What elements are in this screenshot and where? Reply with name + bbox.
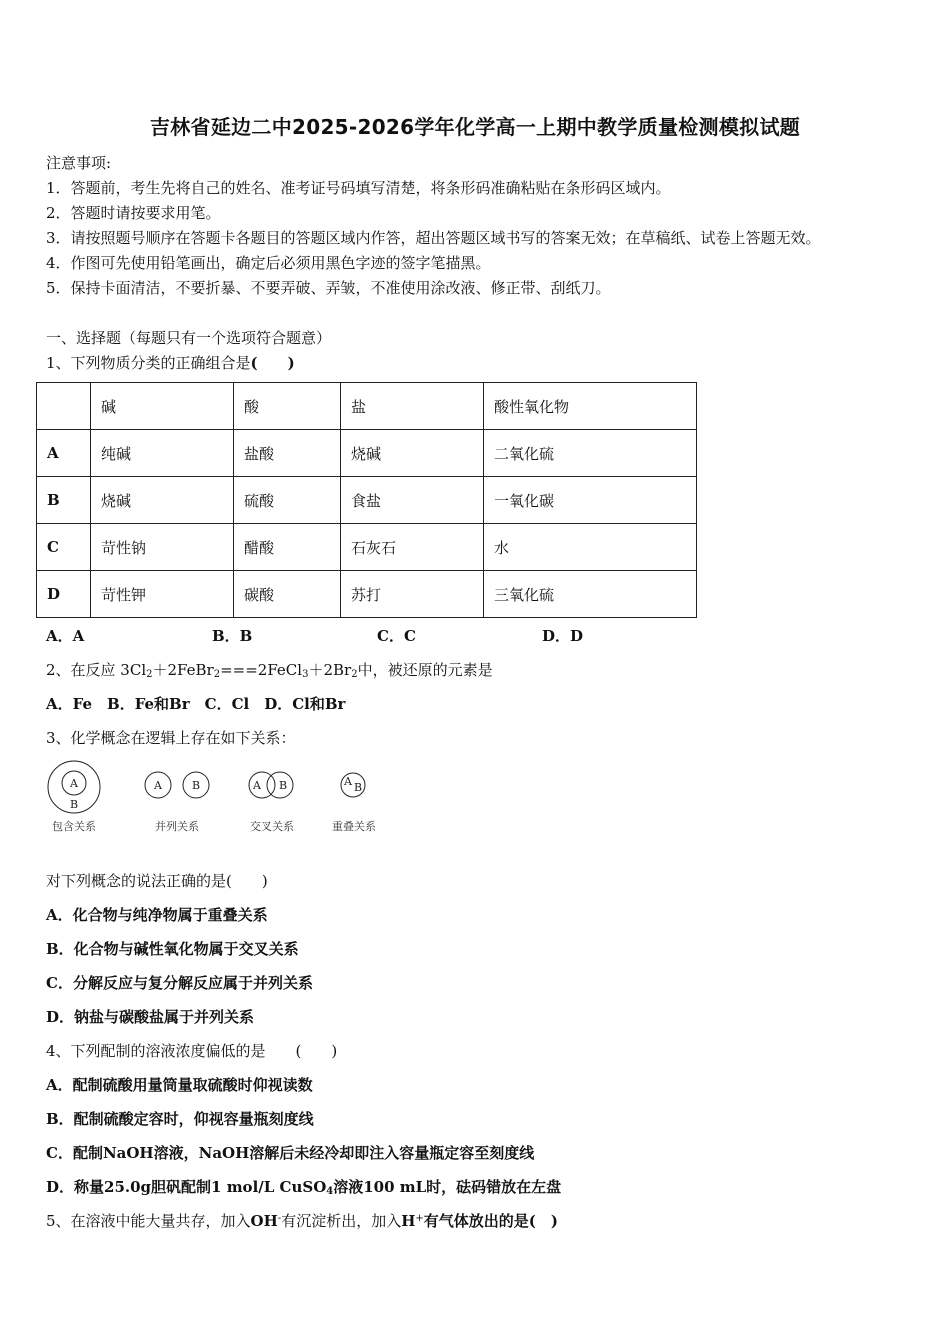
notice-item: 5．保持卡面清洁，不要折暴、不要弄破、弄皱，不准使用涂改液、修正带、刮纸刀。: [46, 279, 611, 297]
table-cell: [37, 383, 91, 430]
option-c[interactable]: C．C: [377, 627, 416, 645]
option-b[interactable]: B．B: [212, 627, 253, 645]
notice-item: 2．答题时请按要求用笔。: [46, 204, 221, 222]
option-d-text: D．称量25.0g胆矾配制1 mol/L CuSO: [46, 1178, 327, 1196]
table-row: [37, 477, 697, 524]
label-a: A: [253, 779, 261, 792]
question-4-stem: 4、下列配制的溶液浓度偏低的是 ( ): [46, 1042, 338, 1060]
table-row: [37, 571, 697, 618]
table-cell: 三氧化硫: [484, 571, 697, 618]
classification-table: [36, 382, 697, 618]
q2-part: 中，被还原的元素是: [357, 661, 493, 679]
subscript: 2: [146, 669, 153, 680]
table-cell: 烧碱: [341, 430, 484, 477]
row-label: C: [37, 524, 91, 571]
question-2-stem: [46, 659, 493, 680]
table-cell: 苛性钠: [91, 524, 234, 571]
table-cell: 苏打: [341, 571, 484, 618]
page-title: 吉林省延边二中2025-2026学年化学高一上期中教学质量检测模拟试题: [149, 115, 801, 139]
table-cell: 酸性氧化物: [484, 383, 697, 430]
table-cell: 纯碱: [91, 430, 234, 477]
table-cell: 醋酸: [234, 524, 341, 571]
superscript: -: [277, 1213, 282, 1224]
label-intersect: 交叉关系: [250, 820, 294, 833]
answer-parens: ( ): [250, 354, 295, 372]
label-a: A: [154, 779, 162, 792]
question-3-question: 对下列概念的说法正确的是( ): [46, 872, 268, 890]
row-label: A: [37, 430, 91, 477]
option-b[interactable]: B．化合物与碱性氧化物属于交叉关系: [46, 940, 299, 958]
table-cell: 食盐: [341, 477, 484, 524]
superscript: +: [415, 1213, 424, 1224]
subscript: 2: [213, 669, 221, 680]
table-cell: 盐酸: [234, 430, 341, 477]
option-b[interactable]: B．配制硫酸定容时，仰视容量瓶刻度线: [46, 1110, 314, 1128]
label-b: B: [354, 781, 363, 794]
table-cell: 一氧化碳: [484, 477, 697, 524]
option-a[interactable]: A．化合物与纯净物属于重叠关系: [46, 906, 268, 924]
table-cell: 烧碱: [91, 477, 234, 524]
option-d[interactable]: D．钠盐与碳酸盐属于并列关系: [46, 1008, 255, 1026]
table-cell: 苛性钾: [91, 571, 234, 618]
q2-part: ＋2Br: [308, 661, 352, 679]
option-c[interactable]: C．配制NaOH溶液，NaOH溶解后未经冷却即注入容量瓶定容至刻度线: [46, 1144, 535, 1162]
concept-relation-diagram: [40, 755, 400, 840]
table-cell: 二氧化硫: [484, 430, 697, 477]
hydrogen-ion: H: [401, 1212, 416, 1230]
q5-part: 有沉淀析出，加入: [281, 1212, 402, 1230]
row-label: B: [37, 477, 91, 524]
table-cell: 石灰石: [341, 524, 484, 571]
label-a: A: [344, 775, 352, 788]
table-cell: 硫酸: [234, 477, 341, 524]
row-label: D: [37, 571, 91, 618]
subscript: 3: [302, 669, 309, 680]
question-2-options[interactable]: A．Fe B．Fe和Br C．Cl D．Cl和Br: [46, 695, 346, 713]
table-cell: 盐: [341, 383, 484, 430]
label-b: B: [192, 779, 201, 792]
q2-part: ＋2FeBr: [152, 661, 214, 679]
option-a[interactable]: A．配制硫酸用量筒量取硫酸时仰视读数: [46, 1076, 313, 1094]
table-cell: 碳酸: [234, 571, 341, 618]
label-b: B: [70, 798, 79, 811]
q2-part: 2、在反应 3Cl: [46, 661, 147, 679]
question-3-stem: 3、化学概念在逻辑上存在如下关系：: [46, 729, 296, 747]
q2-part: ===2FeCl: [220, 661, 303, 679]
notice-heading: 注意事项:: [46, 154, 112, 172]
table-cell: 碱: [91, 383, 234, 430]
hydroxide-ion: OH: [250, 1212, 278, 1230]
subscript: 2: [351, 669, 358, 680]
table-cell: 水: [484, 524, 697, 571]
question-1-stem: [46, 352, 295, 373]
label-a: A: [70, 777, 78, 790]
option-c[interactable]: C．分解反应与复分解反应属于并列关系: [46, 974, 313, 992]
table-cell: 酸: [234, 383, 341, 430]
q5-part: 有气体放出的是( ): [423, 1212, 558, 1230]
label-overlap: 重叠关系: [332, 820, 376, 833]
option-d-text: 溶液100 mL时，砝码错放在左盘: [333, 1178, 562, 1196]
label-inclusion: 包含关系: [52, 820, 96, 833]
section-heading: 一、选择题（每题只有一个选项符合题意）: [46, 329, 332, 347]
label-b: B: [279, 779, 288, 792]
notice-item: 1．答题前，考生先将自己的姓名、准考证号码填写清楚，将条形码准确粘贴在条形码区域内。: [46, 179, 671, 197]
question-1-text: 1、下列物质分类的正确组合是: [46, 354, 251, 372]
table-header-row: [37, 383, 697, 430]
option-a[interactable]: A．A: [46, 627, 85, 645]
table-row: [37, 524, 697, 571]
table-row: [37, 430, 697, 477]
label-parallel: 并列关系: [155, 820, 199, 833]
question-5-stem: [46, 1210, 558, 1231]
notice-item: 4．作图可先使用铅笔画出，确定后必须用黑色字迹的签字笔描黑。: [46, 254, 491, 272]
subscript: 4: [326, 1186, 334, 1197]
option-d[interactable]: [46, 1176, 561, 1197]
notice-item: 3．请按照题号顺序在答题卡各题目的答题区域内作答，超出答题区域书写的答案无效；在草稿纸、试卷上答题无效。: [46, 229, 821, 247]
option-d[interactable]: D．D: [542, 627, 584, 645]
q5-part: 5、在溶液中能大量共存，加入: [46, 1212, 251, 1230]
